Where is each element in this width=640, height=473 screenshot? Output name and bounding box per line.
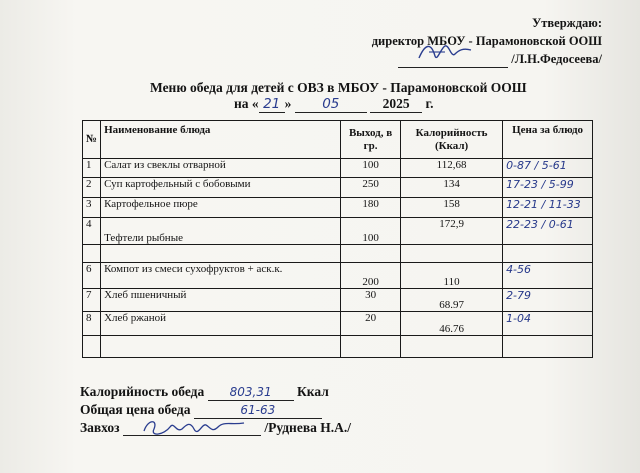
date-year: 2025 (370, 96, 422, 113)
manager-signature (140, 415, 250, 441)
row-num (83, 336, 101, 358)
row-num (83, 245, 101, 263)
footer-calories-unit: Ккал (297, 384, 329, 399)
row-num: 2 (83, 178, 101, 198)
row-output: 30 (341, 289, 401, 312)
footer-calories-value: 803,31 (229, 385, 272, 399)
row-calories: 110 (401, 263, 503, 289)
row-num: 8 (83, 312, 101, 336)
row-calories: 46.76 (401, 312, 503, 336)
approval-position: директор МБОУ - Парамоновской ООШ (371, 34, 602, 48)
table-row (83, 245, 593, 263)
row-num: 7 (83, 289, 101, 312)
menu-title-line1: Меню обеда для детей с ОВЗ в МБОУ - Парамоновской ООШ (150, 80, 527, 95)
menu-table (82, 120, 593, 358)
approval-signature-line (372, 50, 602, 68)
footer-calories-label: Калорийность обеда (80, 384, 205, 399)
header-num: № (83, 121, 101, 159)
row-price: 12-21 / 11-33 (503, 198, 593, 218)
row-output: 100 (341, 218, 401, 245)
row-price: 2-79 (503, 289, 593, 312)
row-output: 200 (341, 263, 401, 289)
director-signature (415, 40, 475, 64)
footer-manager-label: Завхоз (80, 420, 120, 435)
approval-block (372, 14, 602, 68)
row-output: 100 (341, 159, 401, 178)
row-calories (401, 245, 503, 263)
footer-manager-name: /Руднева Н.А./ (264, 420, 351, 435)
date-open-quote: на « (234, 96, 259, 111)
footer-price-value: 61-63 (240, 403, 276, 417)
row-price (503, 245, 593, 263)
row-price: 0-87 / 5-61 (503, 159, 593, 178)
row-output: 20 (341, 312, 401, 336)
date-month: 05 (295, 96, 367, 113)
table-header-row (83, 121, 593, 159)
header-price: Цена за блюдо (503, 121, 593, 159)
table-row (83, 289, 593, 312)
row-num: 3 (83, 198, 101, 218)
table-row (83, 336, 593, 358)
date-close-quote: » (284, 96, 292, 111)
row-output (341, 245, 401, 263)
table-row (83, 312, 593, 336)
footer-price-label: Общая цена обеда (80, 402, 191, 417)
date-year-suffix: г. (425, 96, 434, 111)
table-row (83, 198, 593, 218)
row-calories: 134 (401, 178, 503, 198)
row-dish: Хлеб ржаной (101, 312, 341, 336)
row-calories: 158 (401, 198, 503, 218)
row-dish: Тефтели рыбные (101, 218, 341, 245)
row-output (341, 336, 401, 358)
row-calories (401, 336, 503, 358)
table-row (83, 263, 593, 289)
row-dish (101, 245, 341, 263)
menu-date-line (234, 96, 434, 113)
footer-calories (80, 384, 329, 401)
approval-director-name: /Л.Н.Федосеева/ (511, 52, 602, 66)
row-output: 250 (341, 178, 401, 198)
date-day: 21 (259, 96, 285, 113)
row-output: 180 (341, 198, 401, 218)
header-name: Наименование блюда (101, 121, 341, 159)
table-row (83, 218, 593, 245)
row-dish: Салат из свеклы отварной (101, 159, 341, 178)
table-row (83, 159, 593, 178)
row-num: 1 (83, 159, 101, 178)
row-dish (101, 336, 341, 358)
row-dish: Компот из смеси сухофруктов + аск.к. (101, 263, 341, 289)
row-calories: 172,9 (401, 218, 503, 245)
row-calories: 112,68 (401, 159, 503, 178)
row-num: 4 (83, 218, 101, 245)
row-price (503, 336, 593, 358)
row-dish: Суп картофельный с бобовыми (101, 178, 341, 198)
row-calories: 68.97 (401, 289, 503, 312)
row-price: 17-23 / 5-99 (503, 178, 593, 198)
table-row (83, 178, 593, 198)
row-dish: Хлеб пшеничный (101, 289, 341, 312)
row-price: 1-04 (503, 312, 593, 336)
row-price: 4-56 (503, 263, 593, 289)
approval-heading: Утверждаю: (532, 16, 602, 30)
row-dish: Картофельное пюре (101, 198, 341, 218)
header-calories: Калорийность (Ккал) (401, 121, 503, 159)
row-price: 22-23 / 0-61 (503, 218, 593, 245)
header-output: Выход, в гр. (341, 121, 401, 159)
row-num: 6 (83, 263, 101, 289)
